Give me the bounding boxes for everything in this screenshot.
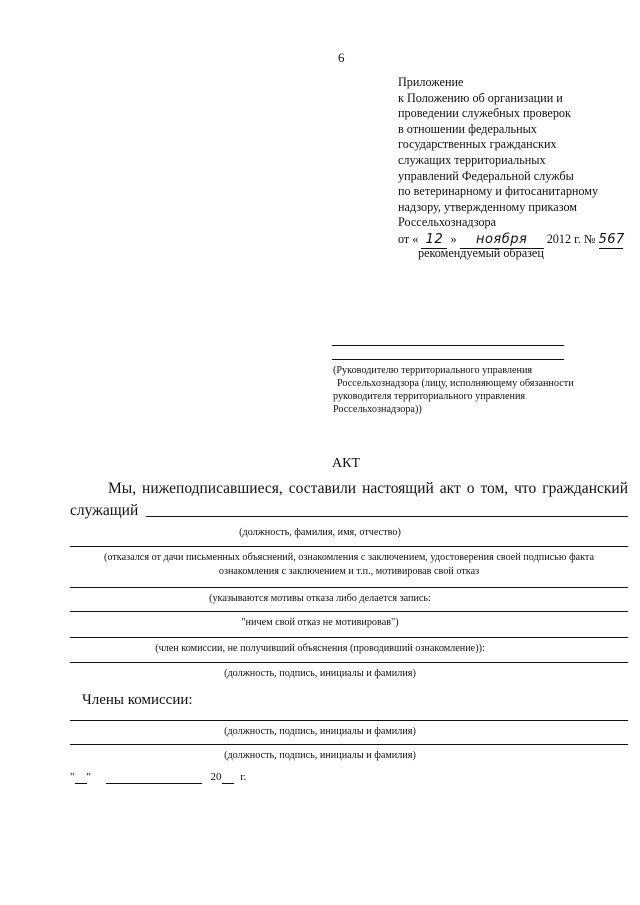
appendix-line: к Положению об организации и — [398, 90, 563, 105]
caption-sign-3: (должность, подпись, инициалы и фамилия) — [224, 750, 416, 761]
date-year-blank — [222, 771, 234, 784]
caption-position-name: (должность, фамилия, имя, отчество) — [239, 527, 401, 538]
sample-note: рекомендуемый образец — [418, 246, 544, 260]
appendix-line: по ветеринарному и фитосанитарному — [398, 184, 599, 199]
caption-sign-1: (должность, подпись, инициалы и фамилия) — [224, 668, 416, 679]
date-century: 20 — [210, 771, 222, 783]
caption-motives: (указываются мотивы отказа либо делается запись: — [209, 593, 431, 604]
appendix-line: в отношении федеральных — [398, 121, 537, 136]
recipient-line — [332, 359, 564, 360]
member-sign-line — [70, 744, 628, 745]
order-day: 12 — [421, 232, 447, 249]
recipient-line-text: (Руководителю территориального управления — [333, 365, 533, 376]
sign-line — [70, 662, 628, 663]
date-suffix: г. — [240, 771, 247, 783]
caption-member: (член комиссии, не получивший объяснения (проводивший ознакомление)): — [155, 643, 485, 654]
date-month-blank — [106, 771, 202, 784]
appendix-line: Россельхознадзора — [398, 215, 497, 230]
recipient-line — [332, 345, 564, 346]
order-number: 567 — [598, 231, 625, 247]
act-title: АКТ — [332, 456, 360, 471]
caption-sign-2: (должность, подпись, инициалы и фамилия) — [224, 726, 416, 737]
page-number: 6 — [338, 50, 345, 65]
appendix-line: надзору, утвержденному приказом — [398, 199, 578, 214]
refused-line — [70, 546, 628, 547]
caption-refused-1: (отказался от дачи письменных объяснений, ознакомления с заключением, удостоверения своей подписью факта — [103, 552, 595, 563]
order-year: 2012 г. № — [546, 231, 596, 246]
appendix-line: государственных гражданских — [398, 137, 557, 152]
recipient-line-text: Россельхознадзора (лицу, исполняющему обязанности — [337, 378, 574, 389]
appendix-line: Приложение — [398, 75, 464, 89]
order-month: ноября — [460, 232, 544, 249]
appendix-block — [398, 75, 623, 249]
servant-name-line — [146, 516, 628, 517]
servant-label: служащий — [70, 502, 139, 519]
recipient-caption — [333, 364, 574, 416]
order-prefix: от « — [398, 231, 419, 246]
member-sign-line — [70, 720, 628, 721]
date-line — [70, 771, 246, 784]
not-motivated-line — [70, 611, 628, 612]
recipient-line-text: руководителя территориального управления — [333, 391, 526, 402]
date-day-blank — [75, 771, 87, 784]
order-mid: » — [450, 231, 457, 246]
caption-refused-2: ознакомления с заключением и т.п., мотивировав свой отказ — [218, 566, 480, 577]
date-quote-close: " — [86, 771, 91, 783]
members-label: Члены комиссии: — [82, 692, 193, 708]
date-quote-open: " — [70, 771, 75, 783]
member-line — [70, 637, 628, 638]
appendix-line: служащих территориальных — [398, 152, 546, 167]
motives-line — [70, 587, 628, 588]
recipient-line-text: Россельхознадзора)) — [333, 404, 422, 415]
act-intro: Мы, нижеподписавшиеся, составили настоящий акт о том, что гражданский — [108, 480, 628, 497]
appendix-line: проведении служебных проверок — [398, 106, 571, 121]
caption-not-motivated: "ничем свой отказ не мотивировав") — [241, 617, 399, 628]
appendix-line: управлений Федеральной службы — [398, 168, 574, 183]
